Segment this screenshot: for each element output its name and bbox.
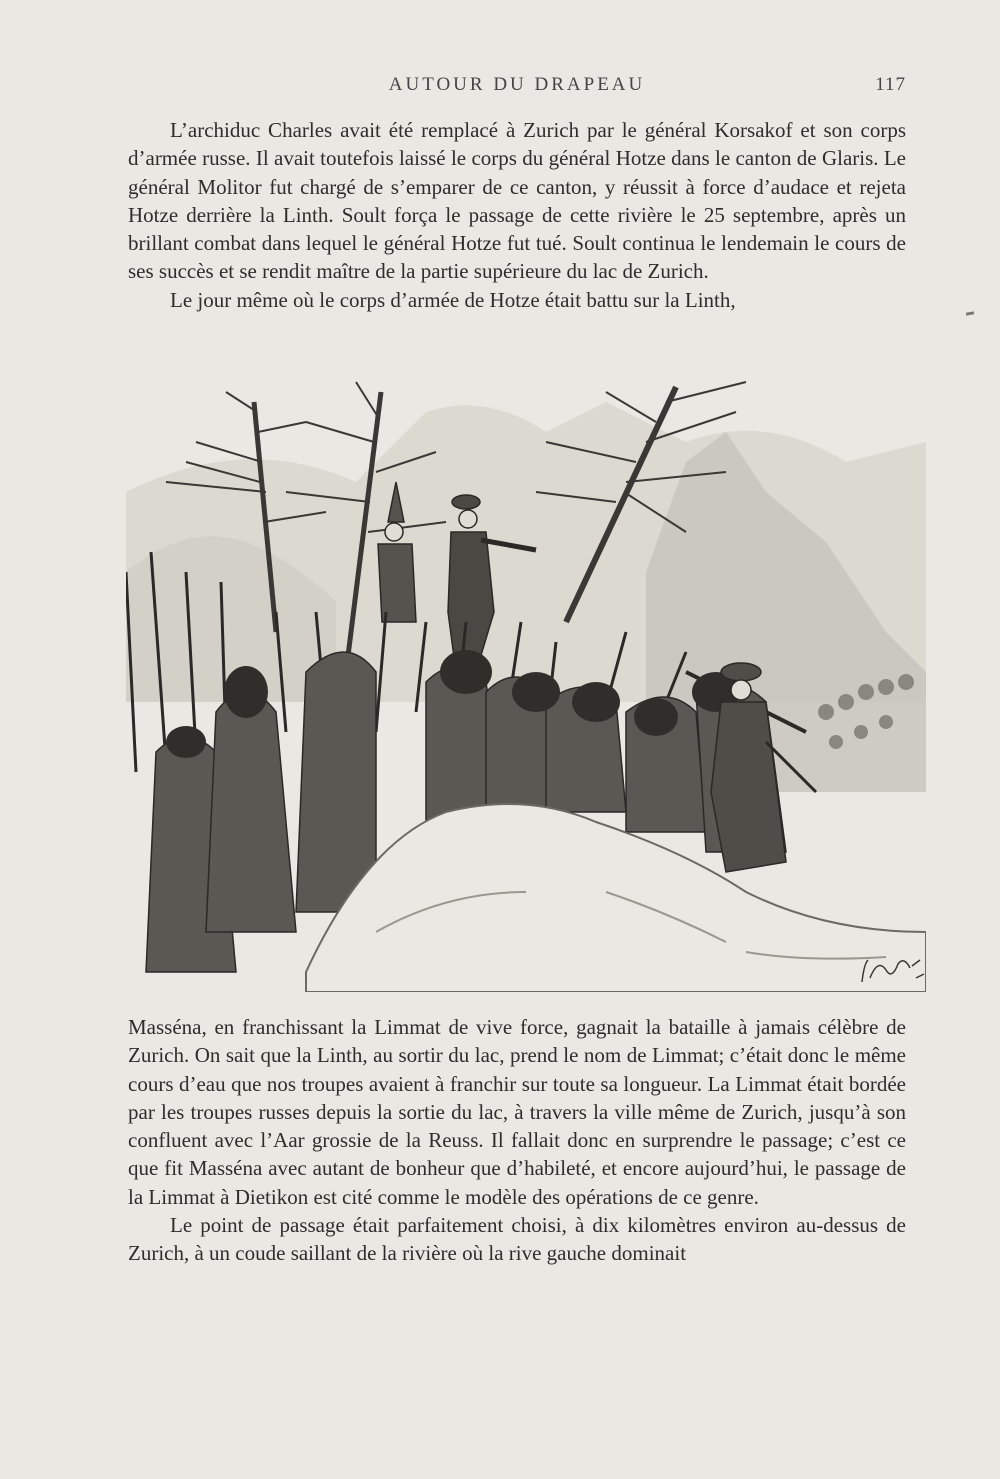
engraving-illustration bbox=[126, 372, 926, 992]
page-number: 117 bbox=[875, 74, 906, 95]
text-block-bottom bbox=[128, 1013, 906, 1268]
engraving-drawing bbox=[126, 372, 926, 992]
text-block-top bbox=[128, 116, 906, 314]
running-title: AUTOUR DU DRAPEAU bbox=[388, 74, 646, 95]
paragraph: L’archiduc Charles avait été remplacé à Zurich par le général Korsakof et son corps d’armée russe. Il avait toutefois laissé le corps du général Hotze dans le canton de Glaris. Le général Molitor fut chargé de s’emparer de ce canton, y réussit à force d’audace et rejeta Hotze derrière la Linth. Soult força le passage de cette rivière le 25 septembre, après un brillant combat dans lequel le général Hotze fut tué. Soult continua le lendemain le cours de ses succès et se rendit maître de la partie supérieure du lac de Zurich. bbox=[128, 118, 906, 284]
snow-drift bbox=[306, 804, 926, 992]
paragraph: Le jour même où le corps d’armée de Hotze était battu sur la Linth, bbox=[170, 287, 736, 312]
running-header bbox=[128, 74, 906, 100]
artist-signature-icon bbox=[858, 952, 928, 986]
paragraph: Masséna, en franchissant la Limmat de vive force, gagnait la bataille à jamais célèbre de Zurich. On sait que la Linth, au sortir du lac, prend le nom de Limmat; c’était donc le même cours d’eau que nos troupes avaient à franchir sur toute sa longueur. La Limmat était bordée par les troupes russes depuis la sortie du lac, à travers la ville même de Zurich, jusqu’à son confluent avec l’Aar grossie de la Reuss. Il fallait donc en surprendre le passage; c’est ce que fit Masséna avec autant de bonheur que d’habileté, et encore aujourd’hui, le passage de la Limmat à Dietikon est cité comme le modèle des opérations de ce genre. bbox=[128, 1015, 906, 1209]
paragraph: Le point de passage était parfaitement choisi, à dix kilomètres environ au-dessus de Zurich, à un coude saillant de la rivière où la rive gauche dominait bbox=[128, 1213, 906, 1266]
margin-mark bbox=[966, 311, 974, 315]
